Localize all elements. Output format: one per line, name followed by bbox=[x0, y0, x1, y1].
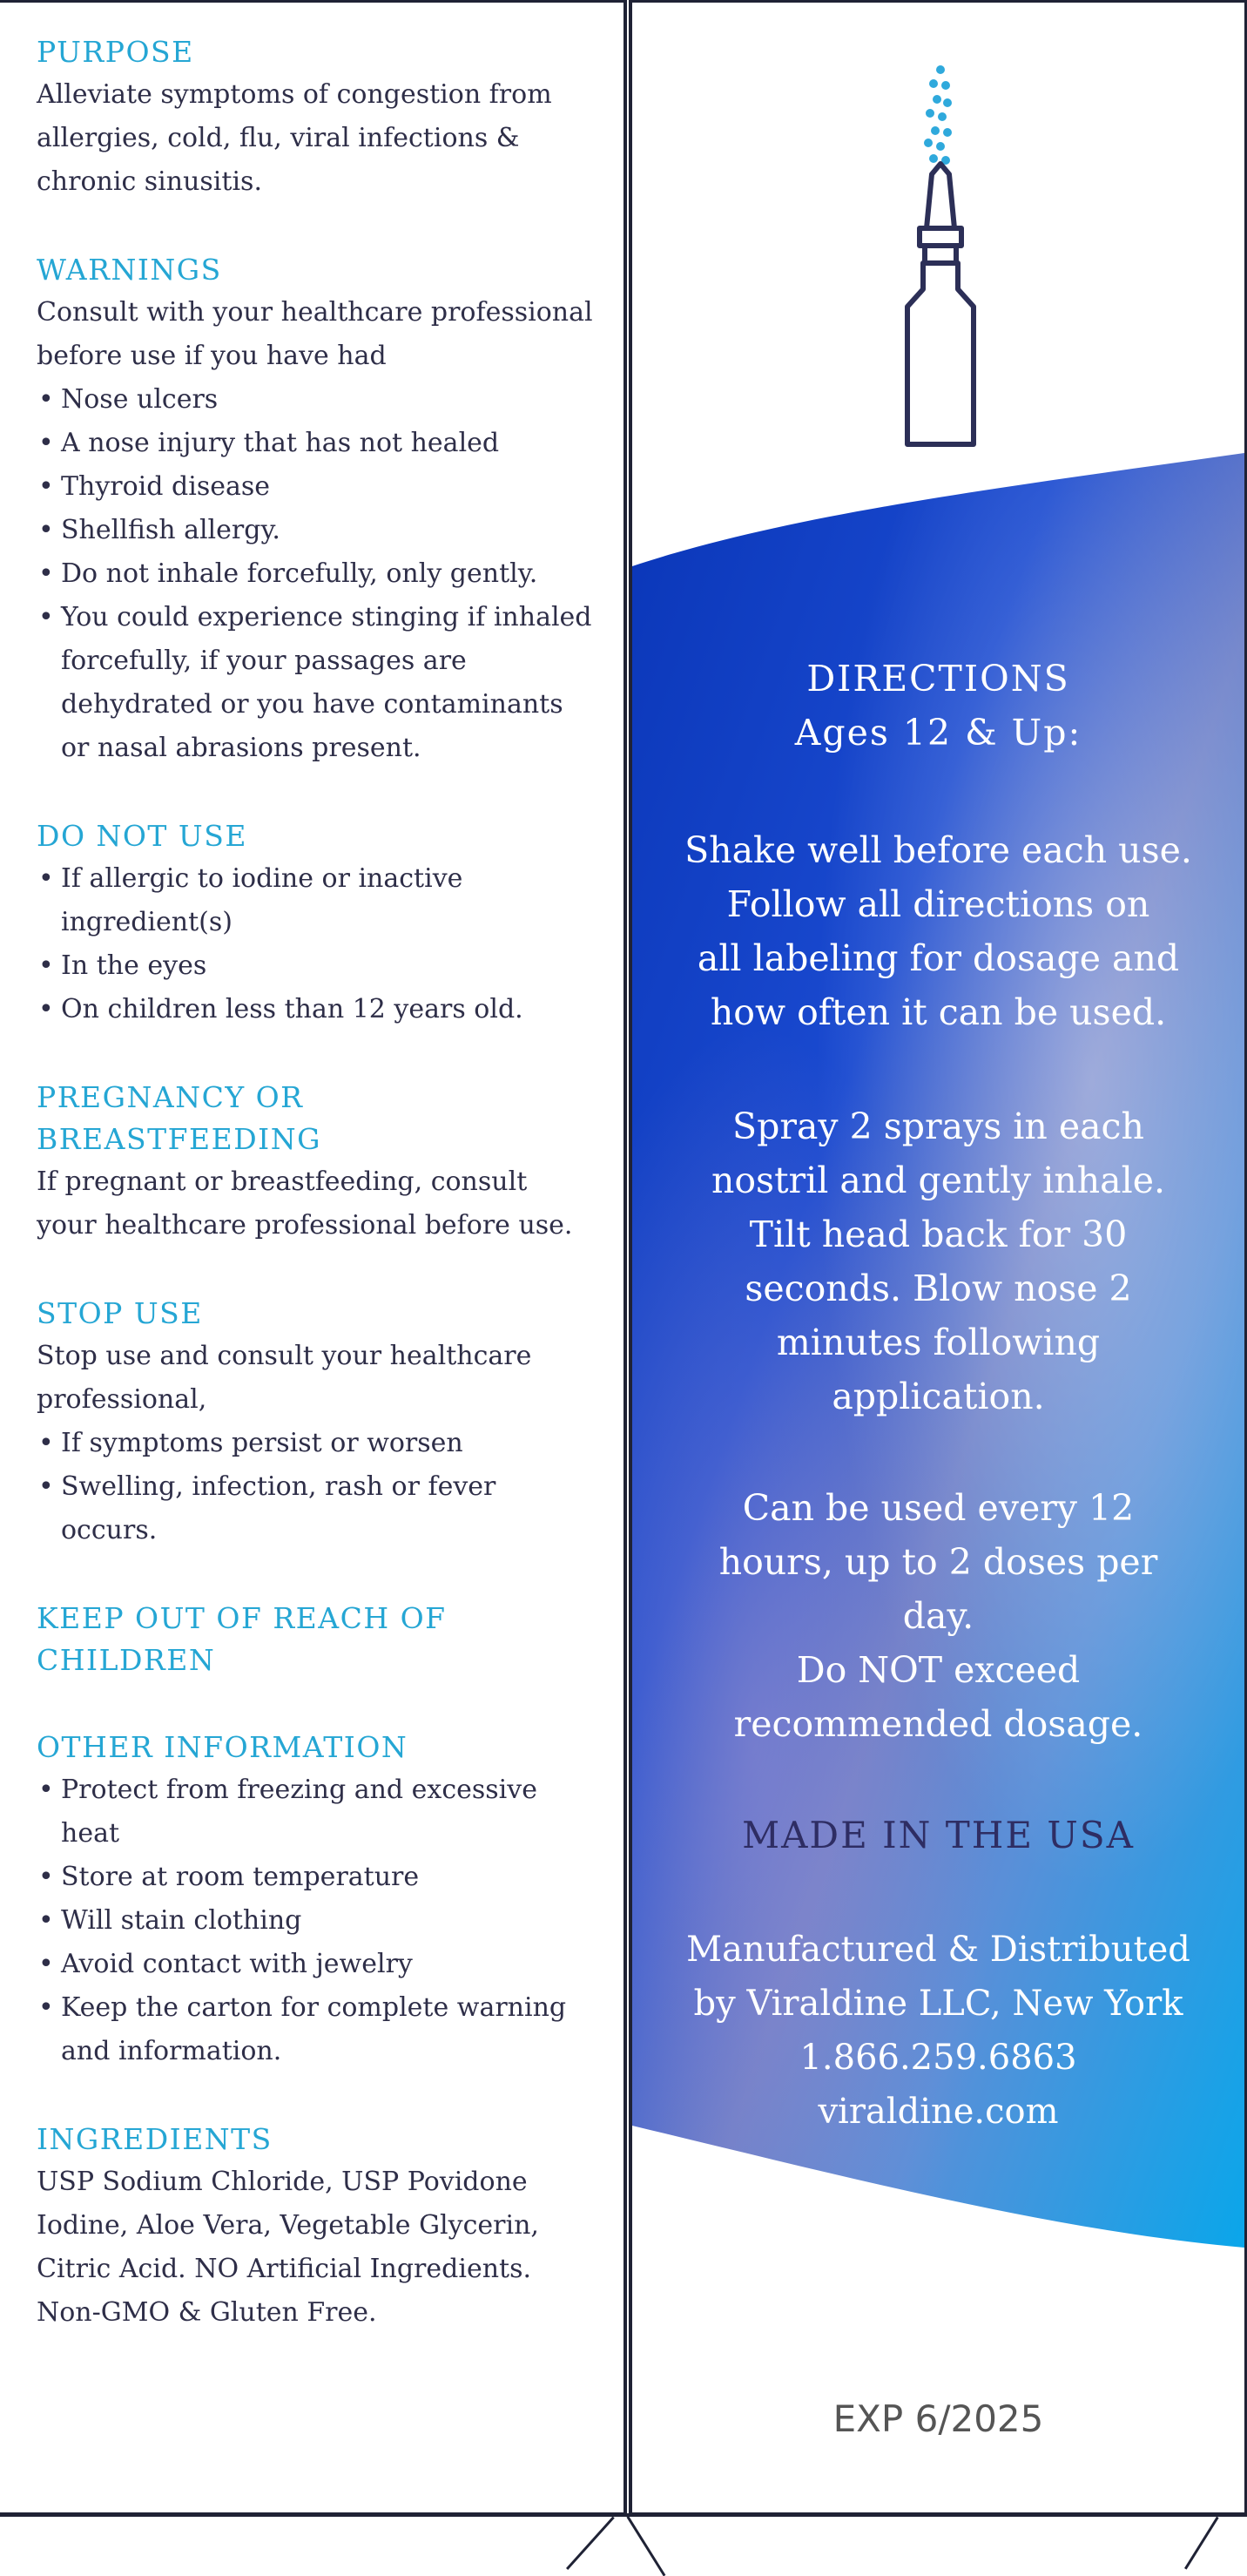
made-in-usa: MADE IN THE USA bbox=[742, 1814, 1135, 1856]
section-other-information bbox=[37, 1727, 594, 2073]
section-title: INGREDIENTS bbox=[37, 2122, 273, 2156]
list-item: • Store at room temperature bbox=[37, 1856, 594, 1899]
list-item: • Swelling, infection, rash or fever occurs. bbox=[37, 1465, 594, 1552]
directions-block bbox=[632, 1099, 1244, 1423]
list-item: • Shellfish allergy. bbox=[37, 509, 594, 552]
flap-line bbox=[626, 2516, 665, 2576]
list-item: • Nose ulcers bbox=[37, 378, 594, 422]
list-item: • Avoid contact with jewelry bbox=[37, 1943, 594, 1986]
section-stop-use bbox=[37, 1293, 594, 1552]
section-text: Stop use and consult your healthcare professional, bbox=[37, 1341, 532, 1415]
section-text: Consult with your healthcare professional before use if you have had bbox=[37, 297, 593, 371]
section-text: If pregnant or breastfeeding, consult your healthcare professional before use. bbox=[37, 1166, 573, 1241]
list-item: • On children less than 12 years old. bbox=[37, 988, 594, 1031]
directions-subtitle: Ages 12 & Up: bbox=[794, 712, 1082, 754]
list-item: • Thyroid disease bbox=[37, 465, 594, 509]
directions-line: minutes following bbox=[776, 1322, 1101, 1363]
list-item: • Will stain clothing bbox=[37, 1899, 594, 1943]
list-item: • If allergic to iodine or inactive ingredient(s) bbox=[37, 857, 594, 944]
directions-line: day. bbox=[902, 1595, 974, 1637]
directions-block bbox=[632, 823, 1244, 1039]
nasal-spray-bottle-icon bbox=[888, 61, 993, 453]
expiration-date: EXP 6/2025 bbox=[832, 2397, 1044, 2440]
section-warnings bbox=[37, 249, 594, 770]
section-title: DO NOT USE bbox=[37, 819, 247, 853]
section-title: OTHER INFORMATION bbox=[37, 1730, 408, 1764]
directions-line: seconds. Blow nose 2 bbox=[745, 1268, 1132, 1309]
left-panel-content bbox=[37, 31, 594, 2380]
list-item: • Do not inhale forcefully, only gently. bbox=[37, 552, 594, 596]
flap-line bbox=[566, 2517, 615, 2570]
list-item: • If symptoms persist or worsen bbox=[37, 1422, 594, 1465]
section-text: Alleviate symptoms of congestion from allergies, cold, flu, viral infections & chronic sinusitis. bbox=[37, 79, 552, 197]
website-text: viraldine.com bbox=[818, 2092, 1059, 2132]
directions-line: Tilt head back for 30 bbox=[749, 1214, 1128, 1255]
directions-line: Spray 2 sprays in each bbox=[732, 1105, 1144, 1147]
directions-line: Do NOT exceed bbox=[796, 1649, 1081, 1691]
bullet-list bbox=[37, 1768, 594, 2073]
manufacturer-line: by Viraldine LLC, New York bbox=[693, 1984, 1183, 2024]
section-title: PURPOSE bbox=[37, 35, 194, 69]
flap-line bbox=[1184, 2517, 1219, 2570]
directions-line: Shake well before each use. bbox=[684, 829, 1192, 871]
directions-title: DIRECTIONS bbox=[806, 658, 1070, 700]
directions-line: all labeling for dosage and bbox=[697, 937, 1180, 979]
section-pregnancy-or-breastfeeding bbox=[37, 1077, 594, 1247]
directions-line: Can be used every 12 bbox=[742, 1487, 1135, 1529]
section-text: USP Sodium Chloride, USP Povidone Iodine, Aloe Vera, Vegetable Glycerin, Citric Acid. NO Artificial Ingredients. Non-GMO & Gluten Free. bbox=[37, 2167, 539, 2328]
list-item: • In the eyes bbox=[37, 944, 594, 988]
section-title: PREGNANCY OR BREASTFEEDING bbox=[37, 1080, 321, 1156]
section-title: WARNINGS bbox=[37, 253, 222, 287]
section-title: STOP USE bbox=[37, 1296, 203, 1330]
manufacturer-line: Manufactured & Distributed bbox=[686, 1930, 1190, 1970]
manufacturer-info bbox=[632, 1923, 1244, 2139]
directions-line: application. bbox=[832, 1376, 1045, 1417]
section-keep-out-of-reach-of-children bbox=[37, 1598, 594, 1681]
section-ingredients bbox=[37, 2119, 594, 2335]
list-item: • A nose injury that has not healed bbox=[37, 422, 594, 465]
carton-fold-line bbox=[0, 2513, 1247, 2517]
section-title: KEEP OUT OF REACH OF CHILDREN bbox=[37, 1601, 447, 1677]
directions-line: nostril and gently inhale. bbox=[711, 1160, 1166, 1201]
directions-line: how often it can be used. bbox=[710, 991, 1167, 1033]
bullet-list bbox=[37, 1422, 594, 1552]
directions-line: Follow all directions on bbox=[726, 883, 1150, 925]
section-do-not-use bbox=[37, 815, 594, 1031]
directions-line: hours, up to 2 doses per bbox=[718, 1541, 1158, 1583]
list-item: • Protect from freezing and excessive heat bbox=[37, 1768, 594, 1856]
bullet-list bbox=[37, 857, 594, 1031]
phone-number: 1.866.259.6863 bbox=[799, 2038, 1077, 2078]
list-item: • Keep the carton for complete warning and information. bbox=[37, 1986, 594, 2073]
directions-block bbox=[632, 1481, 1244, 1751]
section-purpose bbox=[37, 31, 594, 204]
list-item: • You could experience stinging if inhaled forcefully, if your passages are dehydrated or you have contaminants or nasal abrasions present. bbox=[37, 596, 594, 770]
directions-heading bbox=[632, 652, 1244, 760]
directions-line: recommended dosage. bbox=[733, 1703, 1143, 1745]
bullet-list bbox=[37, 378, 594, 770]
